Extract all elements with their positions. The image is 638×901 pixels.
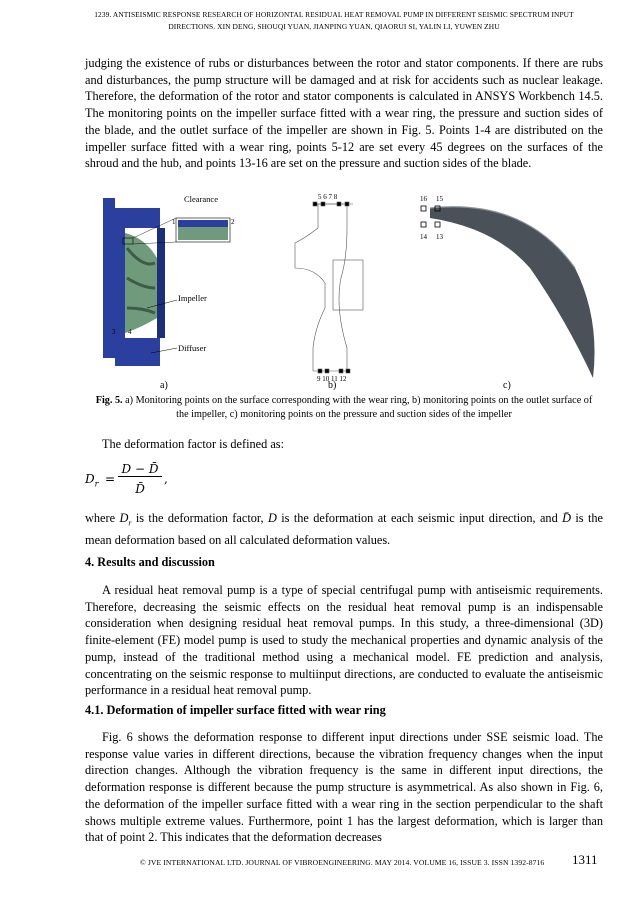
label-b: b) [328, 380, 337, 391]
label-pt2: 2 [231, 218, 235, 226]
marker-6 [321, 202, 325, 206]
marker-14 [421, 222, 426, 227]
label-clearance: Clearance [184, 194, 218, 204]
label-diffuser: Diffuser [178, 343, 207, 353]
label-pt3: 3 [112, 328, 116, 336]
label-pt13: 13 [436, 233, 443, 241]
marker-9 [318, 369, 322, 373]
eq-denominator: D̄ [135, 482, 145, 496]
page-number: 1311 [572, 852, 598, 867]
label-a: a) [160, 380, 168, 391]
paragraph-4: A residual heat removal pump is a type of special centrifugal pump with antiseismic requirements. Therefore, decreasing the seismic effects on the residual heat removal pump is an indispensable consideration when designing residual heat removal pumps. In this study, a three-dimensional (3D) finite-element (FE) model pump is used to study the mechanical properties and dynamic analysis of the pump, instead of the traditional method using a mechanical model. FE prediction and analysis, concentrating on the seismic response to multiinput directions, are conducted to evaluate the antiseismic performance in a residual heat removal pump. [85, 583, 603, 698]
running-header [70, 9, 598, 33]
eq-equals: = [105, 472, 116, 486]
clearance-bottom-bar [178, 227, 228, 240]
blade-shape[interactable] [430, 207, 595, 378]
label-points-5-8: 5 6 7 8 [318, 193, 338, 201]
caption-label: Fig. 5. [95, 395, 123, 406]
figure-caption [90, 394, 598, 422]
equation-deformation-factor [85, 460, 285, 500]
eq-numerator: D − D̄ [118, 462, 162, 477]
eq-lhs-sub: r [94, 479, 99, 489]
section-heading-4: 4. Results and discussion [85, 555, 215, 569]
marker-12 [346, 369, 350, 373]
p3-b: is the deformation factor, [131, 511, 268, 525]
marker-10 [325, 369, 329, 373]
section-heading-4-1: 4.1. Deformation of impeller surface fitted with wear ring [85, 703, 386, 717]
label-pt15: 15 [436, 195, 443, 203]
figure-5-graphic [85, 188, 605, 393]
diffuser-ring [157, 228, 165, 338]
marker-8 [345, 202, 349, 206]
clearance-top-bar [178, 220, 228, 227]
impeller-body [125, 233, 157, 333]
symbol-dbar: D̄ [562, 511, 571, 525]
outlet-section-outline[interactable] [295, 204, 347, 371]
label-pt14: 14 [420, 233, 427, 241]
label-pt16: 16 [420, 195, 427, 203]
marker-16 [421, 206, 426, 211]
panel-c-blade [420, 195, 595, 391]
label-pt1: 1 [172, 218, 176, 226]
panel-a-pump-section [103, 194, 235, 391]
label-points-9-12: 9 10 11 12 [317, 375, 347, 383]
marker-13 [435, 222, 440, 227]
marker-5 [313, 202, 317, 206]
label-impeller: Impeller [178, 293, 207, 303]
p3-d: is the mean deformation based on all calculated deformation values. [85, 511, 603, 548]
eq-comma: , [164, 472, 168, 486]
symbol-dr [119, 511, 132, 528]
symbol-dr-sub: r [128, 518, 132, 528]
paragraph-1: judging the existence of rubs or disturbances between the rotor and stator components. If there are rubs and disturbances, the pump structure will be damaged and at risk for accidents such as nuclear leakage. Therefore, the deformation of the rotor and stator components is calculated in ANSYS Workbench 14.5. The monitoring points on the impeller surface fitted with a wear ring, the pressure and suction sides of the blade, and the outlet surface of the impeller are shown in Fig. 5. Points 1-4 are distributed on the impeller surface fitted with a wear ring, points 5-12 are set every 45 degrees on the surfaces of the shroud and the hub, and points 13-16 are set on the pressure and suction sides of the blade. [85, 56, 603, 171]
p3-a: where [85, 511, 120, 525]
paragraph-5: Fig. 6 shows the deformation response to different input directions under SSE seismic load. The response value varies in different directions, because the vibration frequency changes when the input direction changes. Although the vibration frequency is the same in different input directions, the deformation response is different because the pump structure is asymmetrical. As also shown in Fig. 6, the deformation of the impeller surface fitted with a wear ring in the section perpendicular to the shaft shows multiple extreme values. Furthermore, point 1 has the largest deformation, which is larger than that of point 2. This indicates that the deformation decreases [85, 730, 603, 845]
eq-lhs: D [85, 472, 95, 486]
label-c: c) [503, 380, 511, 391]
label-pt4: 4 [128, 328, 132, 336]
marker-11 [339, 369, 343, 373]
paragraph-3 [85, 510, 603, 549]
caption-text: a) Monitoring points on the surface corresponding with the wear ring, b) monitoring points on the outlet surface of the impeller, c) monitoring points on the pressure and suction sides of the impeller [125, 395, 593, 420]
symbol-dr-main: D [119, 511, 129, 525]
symbol-d: D [267, 511, 277, 525]
p3-c: is the deformation at each seismic input direction, and [276, 511, 563, 525]
paragraph-2: The deformation factor is defined as: [102, 437, 284, 451]
panel-b-outlet-surface [295, 202, 363, 373]
journal-footer: © JVE INTERNATIONAL LTD. JOURNAL OF VIBROENGINEERING. MAY 2014. VOLUME 16, ISSUE 3. ISSN 1392-8716 [140, 858, 545, 867]
hub-bore [333, 260, 363, 310]
header-line-1: 1239. ANTISEISMIC RESPONSE RESEARCH OF HORIZONTAL RESIDUAL HEAT REMOVAL PUMP IN DIFFERENT SEISMIC SPECTRUM INPUT [94, 10, 574, 19]
marker-7 [337, 202, 341, 206]
header-line-2: DIRECTIONS. XIN DENG, SHOUQI YUAN, JIANPING YUAN, QIAORUI SI, YALIN LI, YUWEN ZHU [168, 22, 500, 31]
figure-5 [85, 188, 605, 393]
